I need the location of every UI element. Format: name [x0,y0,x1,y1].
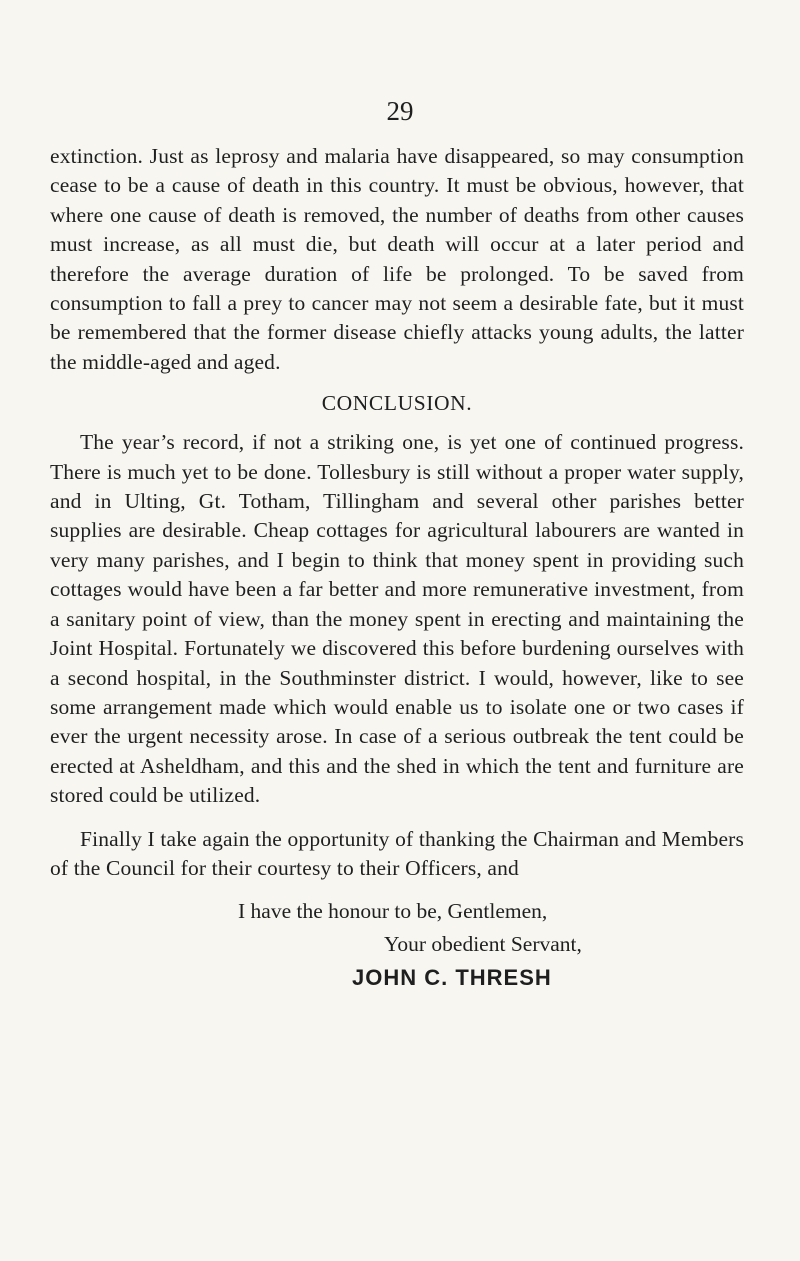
closing-servant: Your obedient Servant, [384,932,582,957]
document-body [50,142,744,995]
section-heading-conclusion: CONCLUSION. [321,391,473,416]
paragraph-years-record: The year’s record, if not a striking one, is yet one of continued progress. There is much yet to be done. Tollesbury is still without a proper water supply, and in Ulting, Gt. Totham, Tillingham and several other parishes better supplies are desirable. Cheap cottages for agricultural labourers are wanted in very many parishes, and I begin to think that money spent in providing such cottages would have been a far better and more remunerative investment, from a sanitary point of view, than the money spent in erecting and maintaining the Joint Hospital. Fortunately we discovered this before burdening ourselves with a second hospital, in the Southminster district. I would, however, like to see some arrangement made which would enable us to isolate one or two cases if ever the urgent necessity arose. In case of a serious outbreak the tent could be erected at Asheldham, and this and the shed in which the tent and furniture are stored could be utilized. [50,430,744,808]
page-number: 29 [386,96,414,126]
paragraph-extinction: extinction. Just as leprosy and malaria have disappeared, so may consumption cease to be a cause of death in this country. It must be obvious, however, that where one cause of death is removed, the number of deaths from other causes must increase, as all must die, but death will occur at a later period and therefore the average duration of life be prolonged. To be saved from consumption to fall a prey to cancer may not seem a desirable fate, but it must be remembered that the former disease chiefly attacks young adults, the latter the middle-aged and aged. [50,144,744,374]
paragraph-finally: Finally I take again the opportunity of thanking the Chairman and Members of the Council for their courtesy to their Officers, and [50,826,744,880]
closing-block [50,895,744,995]
closing-salutation: I have the honour to be, Gentlemen, [238,899,548,924]
signature-name: JOHN C. THRESH [352,965,552,991]
